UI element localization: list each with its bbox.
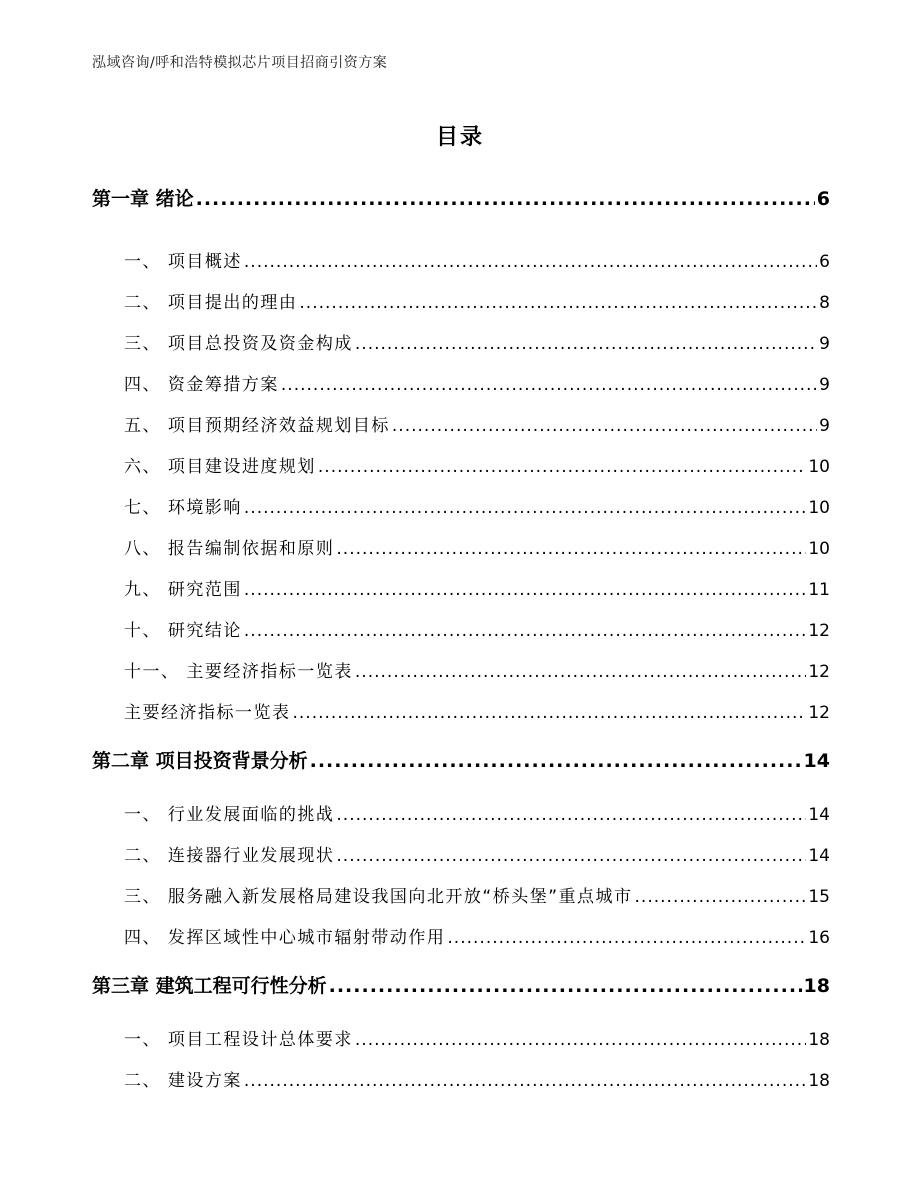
toc-page-number: 9	[819, 334, 830, 354]
dot-leader	[336, 805, 806, 825]
toc-entry-label: 五、 项目预期经济效益规划目标	[124, 416, 390, 436]
dot-leader	[635, 887, 807, 907]
toc-page-number: 12	[808, 662, 830, 682]
toc-page-number: 14	[803, 750, 830, 772]
toc-section-entry[interactable]	[124, 493, 830, 518]
toc-section-entry[interactable]	[124, 247, 830, 272]
toc-section-entry[interactable]	[124, 698, 830, 723]
toc-page-number: 14	[808, 846, 830, 866]
dot-leader	[355, 334, 817, 354]
toc-page-number: 15	[808, 887, 830, 907]
toc-entry-label: 四、 资金筹措方案	[124, 375, 279, 395]
toc-section-entry[interactable]	[124, 411, 830, 436]
toc-page-number: 11	[808, 580, 830, 600]
toc-entry-label: 三、 服务融入新发展格局建设我国向北开放“桥头堡”重点城市	[124, 887, 633, 907]
toc-entry-label: 九、 研究范围	[124, 580, 242, 600]
toc-section-entry[interactable]	[124, 575, 830, 600]
toc-entry-label: 二、 建设方案	[124, 1071, 242, 1091]
dot-leader	[244, 1071, 806, 1091]
toc-entry-label: 三、 项目总投资及资金构成	[124, 334, 353, 354]
toc-title: 目录	[435, 125, 484, 150]
toc-entry-label: 一、 行业发展面临的挑战	[124, 805, 335, 825]
running-header: 泓域咨询/呼和浩特模拟芯片项目招商引资方案	[92, 55, 388, 71]
toc-page-number: 9	[819, 416, 830, 436]
toc-entry-label: 主要经济指标一览表	[124, 703, 291, 723]
dot-leader	[244, 498, 806, 518]
toc-entry-label: 六、 项目建设进度规划	[124, 457, 316, 477]
toc-page-number: 12	[808, 621, 830, 641]
toc-entry-label: 一、 项目概述	[124, 252, 242, 272]
toc-chapter-entry[interactable]	[92, 971, 830, 998]
toc-page-number: 9	[819, 375, 830, 395]
dot-leader	[244, 580, 806, 600]
toc-entry-label: 十、 研究结论	[124, 621, 242, 641]
dot-leader	[299, 293, 817, 313]
toc-page-number: 18	[808, 1071, 830, 1091]
toc-page-number: 12	[808, 703, 830, 723]
dot-leader	[281, 375, 817, 395]
toc-section-entry[interactable]	[124, 1025, 830, 1050]
toc-entry-label: 八、 报告编制依据和原则	[124, 539, 335, 559]
toc-entry-label: 一、 项目工程设计总体要求	[124, 1030, 353, 1050]
dot-leader	[355, 1030, 806, 1050]
toc-section-entry[interactable]	[124, 882, 830, 907]
dot-leader	[447, 928, 806, 948]
dot-leader	[196, 188, 815, 210]
toc-section-entry[interactable]	[124, 329, 830, 354]
toc-entry-label: 七、 环境影响	[124, 498, 242, 518]
dot-leader	[318, 457, 806, 477]
dot-leader	[336, 846, 806, 866]
dot-leader	[329, 975, 802, 997]
toc-page-number: 6	[816, 188, 830, 210]
toc-chapter-entry[interactable]	[92, 746, 830, 773]
toc-entry-label: 十一、 主要经济指标一览表	[124, 662, 353, 682]
toc-page-number: 14	[808, 805, 830, 825]
dot-leader	[355, 662, 806, 682]
toc-page-number: 18	[803, 975, 830, 997]
dot-leader	[244, 621, 806, 641]
toc-page-number: 10	[808, 498, 830, 518]
dot-leader	[310, 750, 802, 772]
toc-section-entry[interactable]	[124, 1066, 830, 1091]
toc-section-entry[interactable]	[124, 923, 830, 948]
toc-entry-label: 四、 发挥区域性中心城市辐射带动作用	[124, 928, 446, 948]
toc-entry-label: 二、 项目提出的理由	[124, 293, 298, 313]
dot-leader	[293, 703, 807, 723]
toc-entry-label: 第二章 项目投资背景分析	[92, 750, 308, 772]
toc-section-entry[interactable]	[124, 534, 830, 559]
dot-leader	[392, 416, 817, 436]
toc-page-number: 6	[819, 252, 830, 272]
toc-entry-label: 第一章 绪论	[92, 188, 194, 210]
toc-page-number: 16	[808, 928, 830, 948]
toc-chapter-entry[interactable]	[92, 184, 830, 211]
toc-section-entry[interactable]	[124, 841, 830, 866]
toc-entry-label: 第三章 建筑工程可行性分析	[92, 975, 327, 997]
dot-leader	[336, 539, 806, 559]
toc-page-number: 10	[808, 457, 830, 477]
toc-section-entry[interactable]	[124, 800, 830, 825]
toc-section-entry[interactable]	[124, 657, 830, 682]
dot-leader	[244, 252, 817, 272]
toc-page-number: 8	[819, 293, 830, 313]
toc-entry-label: 二、 连接器行业发展现状	[124, 846, 335, 866]
toc-section-entry[interactable]	[124, 288, 830, 313]
toc-page-number: 18	[808, 1030, 830, 1050]
toc-section-entry[interactable]	[124, 452, 830, 477]
toc-page-number: 10	[808, 539, 830, 559]
toc-section-entry[interactable]	[124, 370, 830, 395]
toc-section-entry[interactable]	[124, 616, 830, 641]
